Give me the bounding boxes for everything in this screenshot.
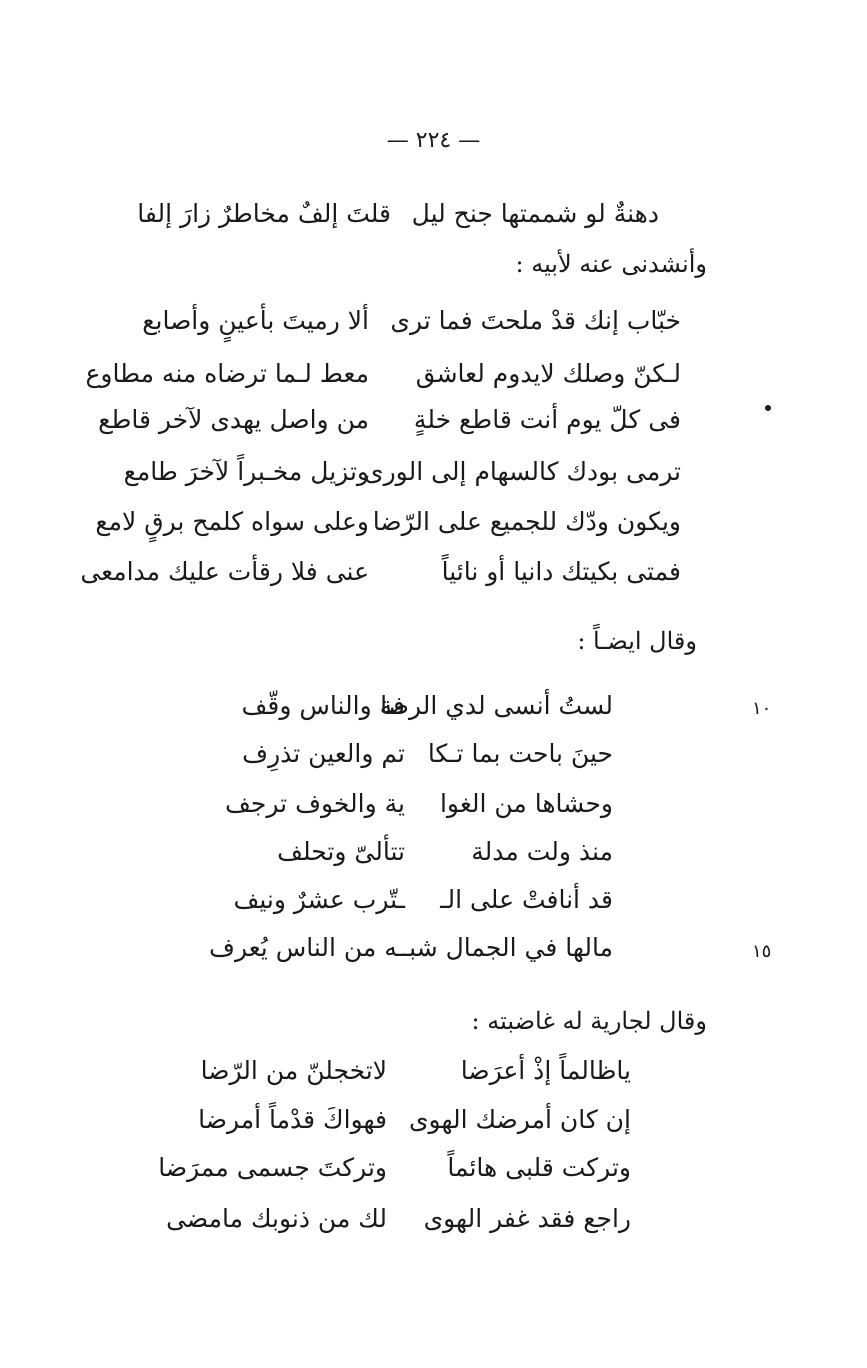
verse-first-hemistich: قد أنافتْ على الـ: [440, 885, 613, 914]
section-heading: وقال ايضـاً :: [577, 627, 697, 655]
verse-first-hemistich: خبّاب إنك قدْ ملحتَ فما ترى: [390, 306, 681, 335]
verse-second-hemistich: معط لـما ترضاه منه مطاوع: [85, 359, 369, 388]
verse-first-hemistich: وتركت قلبى هائماً: [447, 1153, 631, 1182]
verse-second-hemistich: من واصل يهدى لآخر قاطع: [98, 405, 369, 434]
verse-second-hemistich: وتزيل مخـبراً لآخرَ طامع: [123, 457, 369, 486]
verse-second-hemistich: لك من ذنوبك مامضى: [166, 1204, 387, 1233]
verse-first-hemistich: دهنةٌ لو شممتها جنح ليل: [411, 199, 659, 228]
verse-first-hemistich: وحشاها من الغوا: [439, 789, 613, 818]
verse-first-hemistich: حينَ باحت بما تـكا: [427, 739, 613, 768]
verse-first-hemistich: راجع فقد غفر الهوى: [423, 1204, 631, 1233]
verse-second-hemistich: فهواكَ قدْماً أمرضا: [198, 1105, 387, 1134]
verse-second-hemistich: وتركتَ جسمى ممرَضا: [158, 1153, 387, 1182]
verse-first-hemistich: إن كان أمرضك الهوى: [408, 1105, 631, 1134]
verse-second-hemistich: وعلى سواه كلمح برقٍ لامع: [95, 507, 369, 536]
section-heading: وأنشدنى عنه لأبيه :: [515, 250, 707, 278]
verse-first-hemistich: ترمى بودك كالسهام إلى الورى: [364, 457, 681, 486]
verse-first-hemistich: لستُ أنسى لدي الرصا: [380, 691, 613, 720]
verse-second-hemistich: تم والعين تذرِف: [242, 739, 405, 768]
verse-second-hemistich: ـتّرب عشرٌ ونيف: [233, 885, 405, 914]
verse-second-hemistich: فة والناس وقّف: [241, 691, 405, 720]
line-number: ١٠: [752, 698, 772, 719]
verse-second-hemistich: ـه من الناس يُعرف: [209, 933, 405, 962]
verse-second-hemistich: تتألىّ وتحلف: [277, 837, 405, 866]
section-heading: وقال لجارية له غاضبته :: [471, 1007, 707, 1035]
line-number: ١٥: [752, 941, 772, 962]
verse-second-hemistich: قلتَ إلفٌ مخاطرٌ زارَ إلفا: [137, 199, 391, 228]
verse-first-hemistich: لـكنّ وصلك لايدوم لعاشق: [415, 359, 681, 388]
verse-second-hemistich: عنى فلا رقأت عليك مدامعى: [80, 557, 369, 586]
verse-first-hemistich: فى كلّ يوم أنت قاطع خلةٍ: [413, 405, 681, 434]
verse-first-hemistich: مالها في الجمال شبـ: [401, 933, 613, 962]
margin-dot: [765, 405, 771, 411]
verse-first-hemistich: فمتى بكيتك دانيا أو نائياً: [441, 557, 681, 586]
verse-first-hemistich: ياظالماً إذْ أعرَضا: [460, 1056, 631, 1085]
verse-first-hemistich: ويكون ودّك للجميع على الرّضا: [372, 507, 681, 536]
page-number: — ٢٢٤ —: [386, 128, 481, 153]
verse-second-hemistich: ألا رميتَ بأعينٍ وأصابع: [142, 306, 369, 335]
verse-first-hemistich: منذ ولت مدلة: [471, 837, 613, 866]
verse-second-hemistich: ية والخوف ترجف: [225, 789, 405, 818]
verse-second-hemistich: لاتخجلنّ من الرّضا: [200, 1056, 387, 1085]
